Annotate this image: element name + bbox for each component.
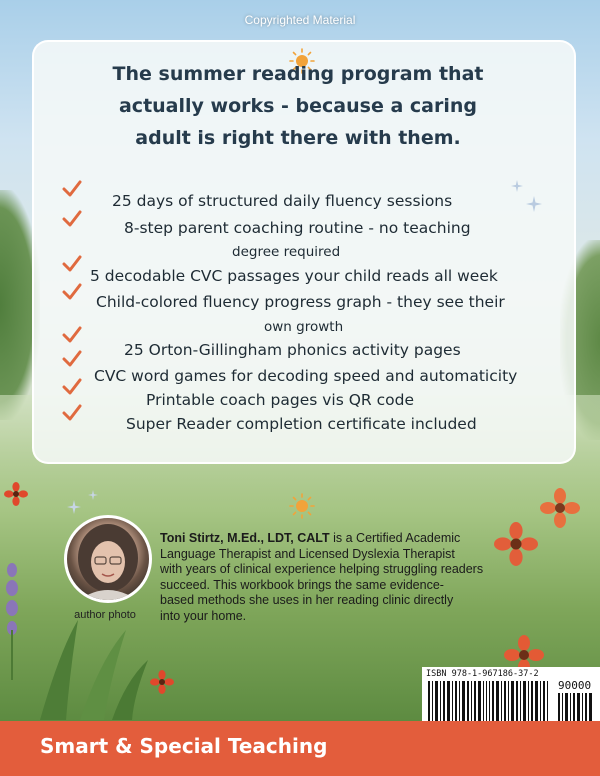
- sun-icon: [289, 493, 315, 519]
- isbn-text: ISBN 978-1-967186-37-2: [426, 669, 539, 679]
- checkmark-icon: [62, 350, 82, 368]
- headline-line-1: The summer reading program that: [112, 63, 484, 85]
- feature-item: Printable coach pages vis QR code: [146, 391, 415, 409]
- lavender-illustration: [0, 560, 24, 680]
- bio-line: based methods she uses in her reading clinic directly: [160, 593, 454, 608]
- checkmark-icon: [62, 326, 82, 344]
- author-bio: [160, 531, 490, 625]
- author-name: Toni Stirtz, M.Ed., LDT, CALT: [160, 531, 330, 545]
- feature-item: 8-step parent coaching routine - no teaching: [124, 219, 471, 237]
- author-photo: [64, 515, 152, 603]
- headline: [34, 58, 562, 154]
- headline-line-3: adult is right there with them.: [135, 127, 461, 149]
- sparkle-icon: [88, 490, 98, 500]
- feature-item: Super Reader completion certificate included: [126, 415, 477, 433]
- publisher-banner: [0, 721, 600, 776]
- checkmark-icon: [62, 255, 82, 273]
- photo-caption: author photo: [74, 609, 136, 621]
- bio-line: into your home.: [160, 608, 247, 623]
- feature-item: 25 days of structured daily fluency sessions: [112, 192, 453, 210]
- feature-item-continuation: own growth: [264, 319, 344, 335]
- checkmark-icon: [62, 378, 82, 396]
- feature-item: CVC word games for decoding speed and automaticity: [94, 367, 518, 385]
- feature-item-continuation: degree required: [232, 244, 341, 260]
- feature-item: 5 decodable CVC passages your child reads all week: [90, 267, 498, 285]
- bio-line: with years of clinical experience helping struggling readers: [160, 562, 484, 577]
- headline-line-2: actually works - because a caring: [118, 95, 477, 117]
- checkmark-icon: [62, 283, 82, 301]
- flower-illustration: [540, 488, 580, 528]
- bio-line: Language Therapist and Licensed Dyslexia Therapist: [160, 546, 455, 561]
- flower-illustration: [494, 522, 538, 566]
- portrait-illustration: [67, 518, 149, 600]
- checkmark-icon: [62, 180, 82, 198]
- grass-leaves-illustration: [30, 610, 150, 720]
- flower-illustration: [4, 482, 28, 506]
- copyright-notice: Copyrighted Material: [244, 13, 356, 27]
- checkmark-icon: [62, 210, 82, 228]
- feature-item: 25 Orton-Gillingham phonics activity pages: [124, 341, 461, 359]
- publisher-name: Smart & Special Teaching: [40, 734, 328, 758]
- feature-item: Child-colored fluency progress graph - they see their: [96, 293, 505, 311]
- flower-illustration: [150, 670, 174, 694]
- price-code: 90000: [558, 679, 592, 692]
- bio-line: succeed. This workbook brings the same evidence-: [160, 577, 444, 592]
- bio-line: is a Certified Academic: [329, 531, 461, 545]
- sparkle-icon: [67, 500, 81, 514]
- checkmark-icon: [62, 404, 82, 422]
